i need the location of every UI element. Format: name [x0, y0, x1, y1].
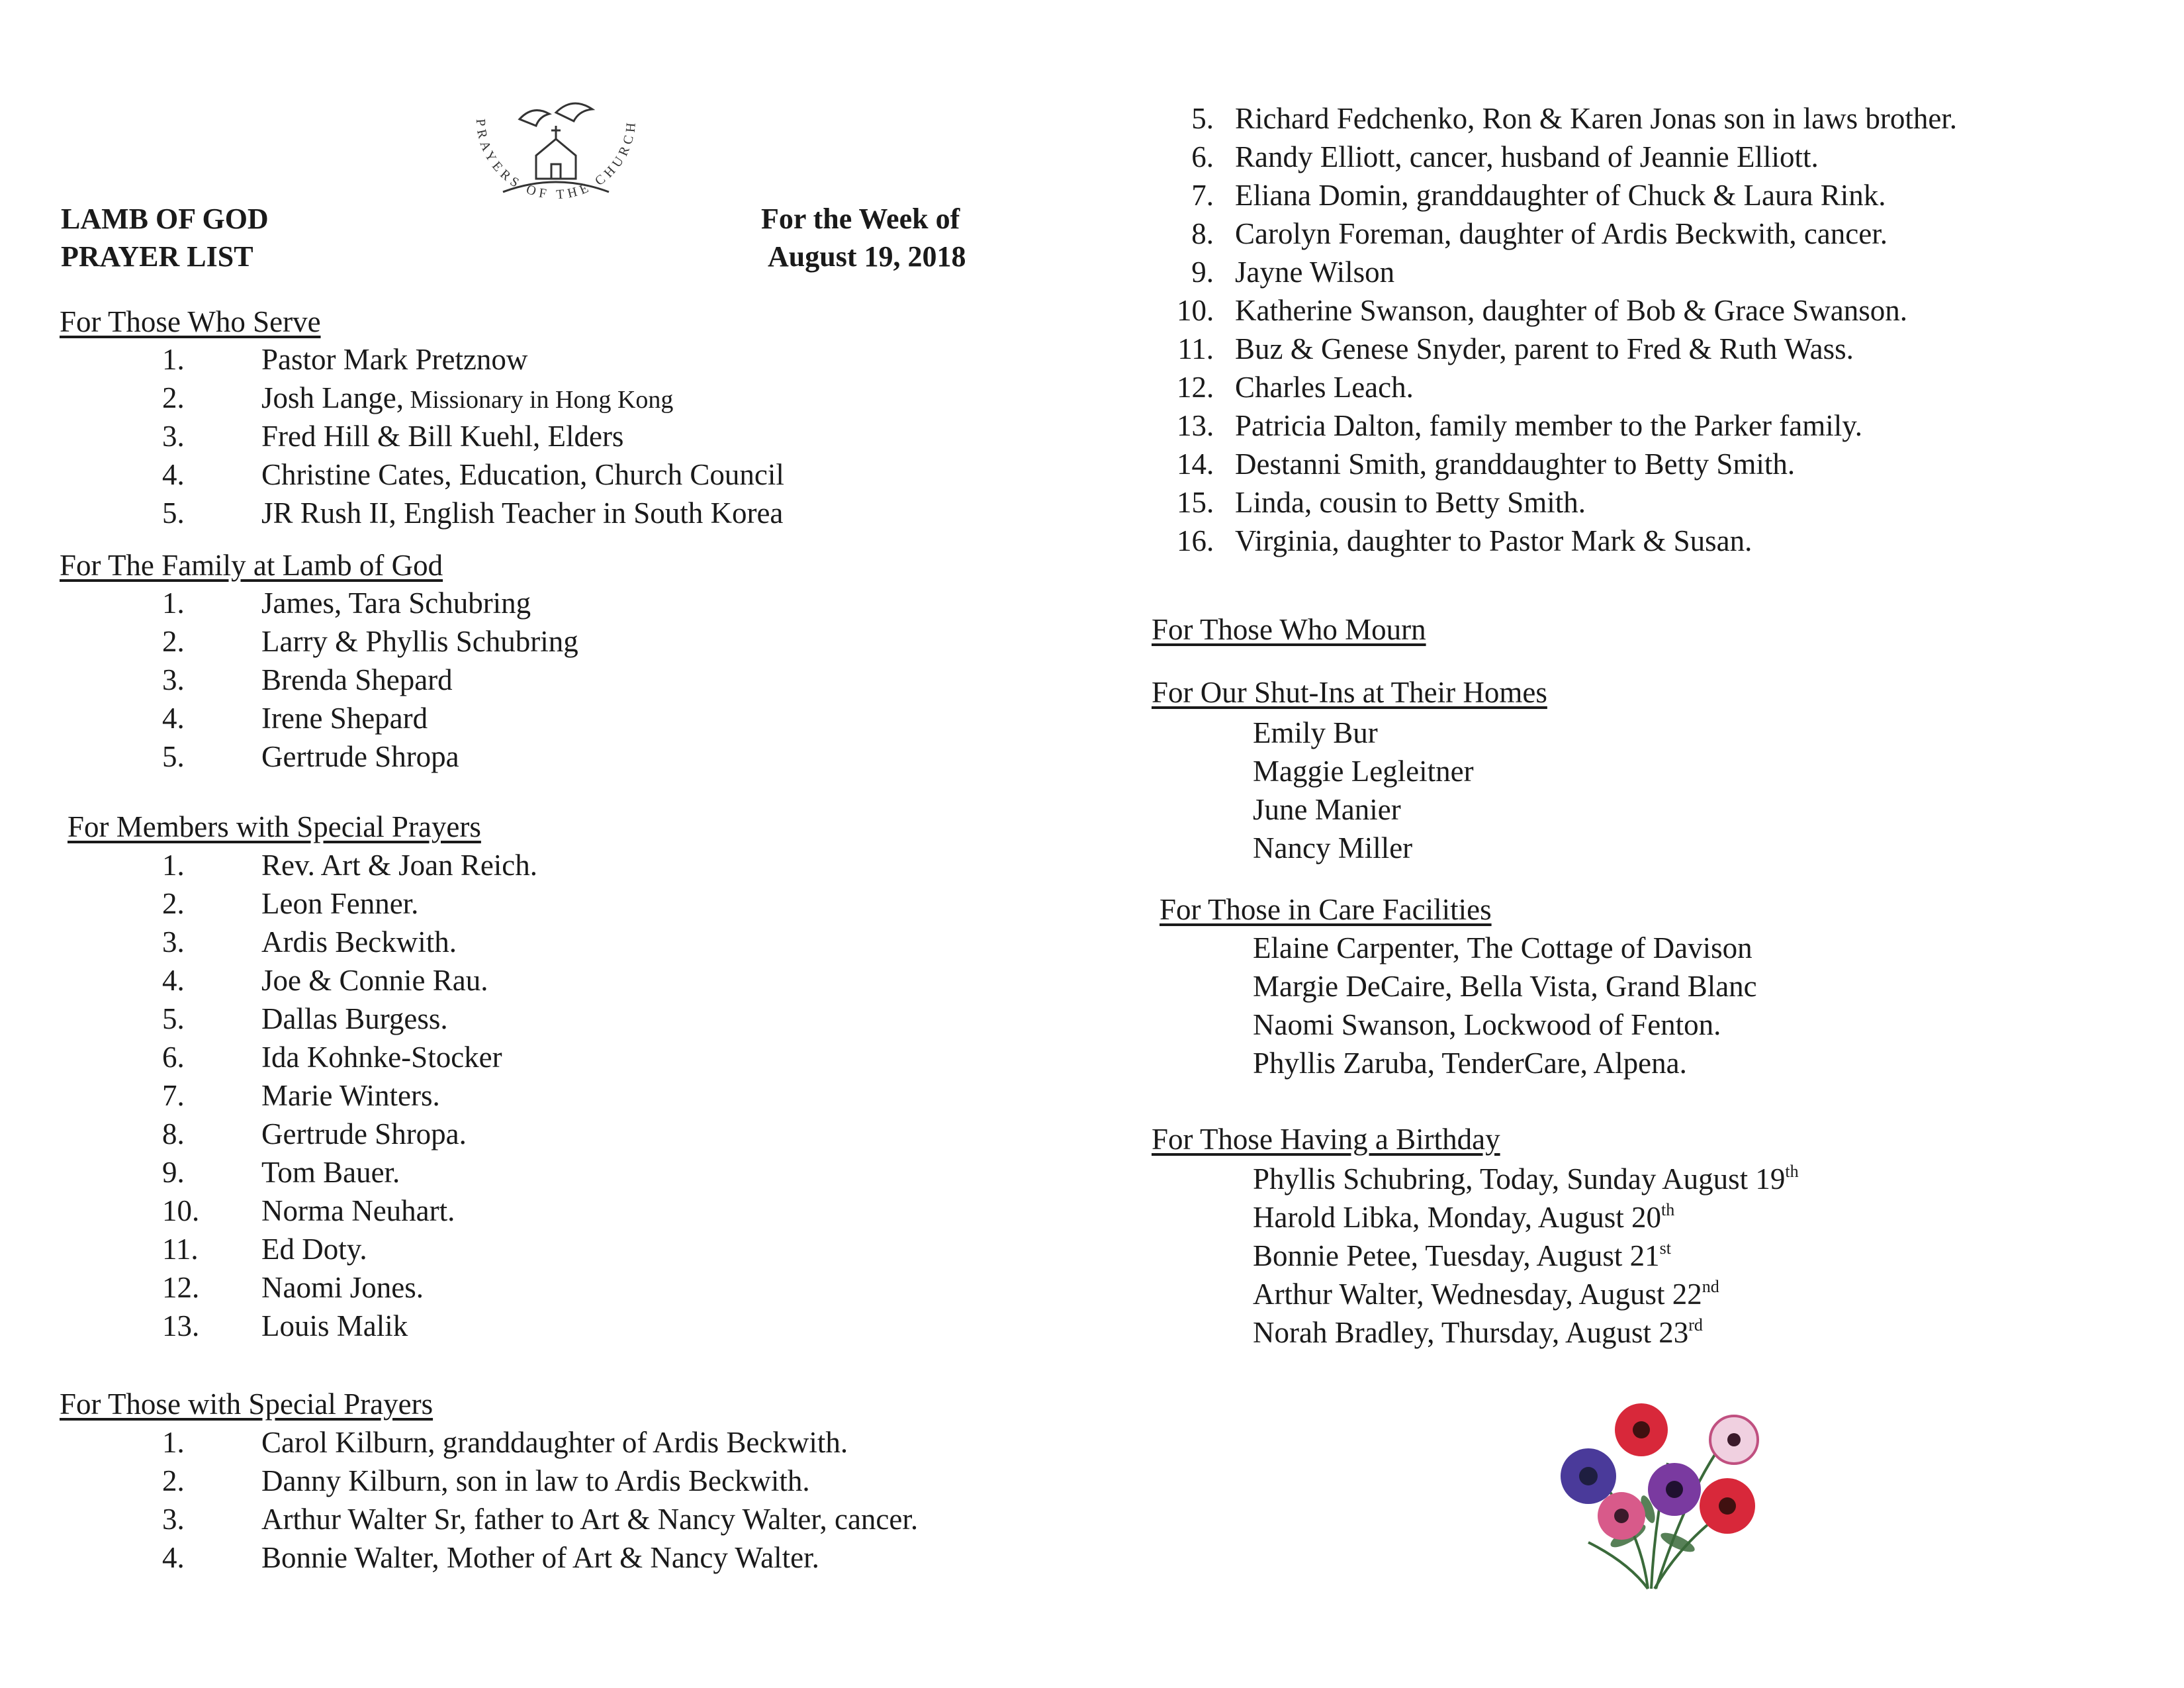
- item-text: [261, 737, 459, 776]
- item-text: [261, 1462, 810, 1500]
- item-name: Ida Kohnke-Stocker: [261, 1041, 502, 1074]
- list-item: [162, 622, 1023, 661]
- birthday-text: Bonnie Petee, Tuesday, August 21: [1253, 1239, 1660, 1272]
- list-item: Maggie Legleitner: [1253, 755, 1474, 788]
- item-text: [261, 622, 578, 661]
- serve-list: [162, 340, 1023, 532]
- item-name: Bonnie Walter, Mother of Art & Nancy Walter.: [261, 1541, 819, 1574]
- item-name: Tom Bauer.: [261, 1156, 400, 1189]
- week-line-2: August 19, 2018: [768, 240, 966, 273]
- item-text: [261, 1038, 502, 1076]
- item-text: [261, 455, 784, 496]
- item-name: Dallas Burgess.: [261, 1002, 448, 1035]
- item-number: 11.: [162, 1233, 199, 1266]
- emblem-caption: PRAYERS OF THE CHURCH: [473, 118, 639, 203]
- list-item: [162, 737, 1023, 776]
- item-number: 14.: [1177, 447, 1214, 481]
- item-text: [261, 584, 531, 622]
- list-item: [162, 699, 1023, 737]
- item-number: 1.: [162, 1426, 185, 1459]
- list-item: [1177, 330, 2136, 368]
- item-number: 3.: [162, 663, 185, 696]
- item-number: 2.: [162, 887, 185, 920]
- list-item: [1177, 368, 2136, 406]
- item-text: [261, 1423, 848, 1462]
- item-name: Carolyn Foreman, daughter of Ardis Beckwith, cancer.: [1235, 217, 1888, 250]
- item-number: 4.: [162, 1541, 185, 1574]
- item-text: [261, 884, 418, 923]
- list-item: [162, 1230, 1023, 1268]
- list-item: [1177, 291, 2136, 330]
- list-item: Nancy Miller: [1253, 831, 1413, 865]
- item-number: 12.: [1177, 371, 1214, 404]
- title-line-1: LAMB OF GOD: [61, 203, 269, 235]
- special-list-part-2: [1177, 99, 2136, 560]
- item-name: Virginia, daughter to Pastor Mark & Susan.: [1235, 524, 1752, 557]
- list-item: [162, 1268, 1023, 1307]
- list-item: [162, 1423, 1089, 1462]
- list-item: [162, 1462, 1089, 1500]
- list-item: [162, 1538, 1089, 1577]
- list-item: [162, 417, 1023, 455]
- list-item: [1177, 138, 2136, 176]
- item-number: 10.: [1177, 294, 1214, 327]
- item-number: 4.: [162, 702, 185, 735]
- item-number: 5.: [162, 740, 185, 773]
- flower-white-pink: [1710, 1416, 1758, 1464]
- item-text: [261, 1307, 408, 1345]
- list-item: [1177, 253, 2136, 291]
- item-name: Patricia Dalton, family member to the Parker family.: [1235, 409, 1863, 442]
- list-item: Emily Bur: [1253, 716, 1378, 749]
- ordinal-suffix: rd: [1688, 1315, 1703, 1335]
- serve-heading: For Those Who Serve: [60, 305, 321, 338]
- birthday-text: Phyllis Schubring, Today, Sunday August 19: [1253, 1162, 1786, 1196]
- birthday-list: [1253, 1160, 1799, 1352]
- item-number: 16.: [1177, 524, 1214, 557]
- birthday-item: [1253, 1313, 1799, 1352]
- item-number: 8.: [1191, 217, 1214, 250]
- item-name: Buz & Genese Snyder, parent to Fred & Ruth Wass.: [1235, 332, 1854, 365]
- item-name: Destanni Smith, granddaughter to Betty Smith.: [1235, 447, 1796, 481]
- list-item: [1177, 176, 2136, 214]
- item-name: Katherine Swanson, daughter of Bob & Grace Swanson.: [1235, 294, 1908, 327]
- care-heading: For Those in Care Facilities: [1160, 893, 1492, 926]
- list-item: [1177, 522, 2136, 560]
- item-text: [1235, 176, 1886, 214]
- item-text: [1235, 522, 1752, 560]
- item-number: 10.: [162, 1194, 200, 1227]
- item-number: 12.: [162, 1271, 200, 1304]
- list-item: [1177, 214, 2136, 253]
- week-of: [761, 200, 966, 275]
- item-name: Linda, cousin to Betty Smith.: [1235, 486, 1586, 519]
- item-number: 3.: [162, 925, 185, 959]
- prayers-of-the-church-emblem: [457, 93, 655, 232]
- birthday-item: [1253, 1275, 1799, 1313]
- item-name: Charles Leach.: [1235, 371, 1414, 404]
- item-text: [261, 923, 457, 961]
- list-item: [162, 584, 1023, 622]
- list-item: [162, 1307, 1023, 1345]
- item-name: Jayne Wilson: [1235, 256, 1395, 289]
- ordinal-suffix: th: [1661, 1200, 1675, 1219]
- flower-red-top: [1615, 1403, 1668, 1456]
- title-line-2: PRAYER LIST: [61, 240, 253, 273]
- item-name: Joe & Connie Rau.: [261, 964, 488, 997]
- item-number: 6.: [1191, 140, 1214, 173]
- item-name: Arthur Walter Sr, father to Art & Nancy Walter, cancer.: [261, 1503, 919, 1536]
- item-number: 1.: [162, 849, 185, 882]
- item-name: Eliana Domin, granddaughter of Chuck & Laura Rink.: [1235, 179, 1886, 212]
- item-text: [261, 340, 527, 381]
- dove-icon: [520, 103, 592, 126]
- item-text: [1235, 253, 1394, 291]
- family-heading: For The Family at Lamb of God: [60, 549, 443, 582]
- item-text: [261, 494, 783, 534]
- item-name: Randy Elliott, cancer, husband of Jeannie Elliott.: [1235, 140, 1819, 173]
- item-number: 7.: [162, 1079, 185, 1112]
- item-number: 1.: [162, 343, 185, 376]
- item-number: 2.: [162, 625, 185, 658]
- item-name: James, Tara Schubring: [261, 586, 531, 620]
- list-item: [162, 1000, 1023, 1038]
- list-item: [162, 846, 1023, 884]
- list-item: [162, 1153, 1023, 1192]
- item-name: JR Rush II, English Teacher in South Korea: [261, 496, 784, 530]
- flower-bouquet-image: [1516, 1390, 1794, 1602]
- item-name: Marie Winters.: [261, 1079, 440, 1112]
- special-list-part-1: [162, 1423, 1089, 1577]
- item-name: Pastor Mark Pretznow: [261, 343, 528, 376]
- item-text: [1235, 483, 1586, 522]
- birthday-item: [1253, 1198, 1799, 1237]
- item-number: 5.: [162, 496, 185, 530]
- item-text: [1235, 138, 1819, 176]
- item-text: [261, 1268, 424, 1307]
- item-text: [261, 846, 537, 884]
- item-text: [1235, 445, 1795, 483]
- family-list: [162, 584, 1023, 776]
- item-name: Ed Doty.: [261, 1233, 367, 1266]
- list-item: [1177, 483, 2136, 522]
- list-item: [162, 1500, 1089, 1538]
- list-item: [162, 494, 1023, 532]
- members-list: [162, 846, 1023, 1345]
- item-name: Richard Fedchenko, Ron & Karen Jonas son in laws brother.: [1235, 102, 1958, 135]
- special-heading: For Those with Special Prayers: [60, 1387, 433, 1421]
- week-line-1: For the Week of: [761, 203, 960, 235]
- item-number: 11.: [1177, 332, 1214, 365]
- item-name: Louis Malik: [261, 1309, 408, 1342]
- item-name: Danny Kilburn, son in law to Ardis Beckwith.: [261, 1464, 810, 1497]
- list-item: [162, 884, 1023, 923]
- list-title: [61, 200, 269, 275]
- list-item: [162, 1076, 1023, 1115]
- list-item: [1177, 99, 2136, 138]
- item-number: 6.: [162, 1041, 185, 1074]
- list-item: [162, 1038, 1023, 1076]
- item-text: [261, 1153, 400, 1192]
- list-item: [1177, 406, 2136, 445]
- flower-red-right: [1700, 1478, 1755, 1534]
- item-text: [261, 1076, 440, 1115]
- item-number: 4.: [162, 458, 185, 491]
- list-item: [162, 340, 1023, 379]
- item-number: 3.: [162, 420, 185, 453]
- item-text: [261, 1115, 467, 1153]
- item-number: 3.: [162, 1503, 185, 1536]
- item-name: Brenda Shepard: [261, 663, 453, 696]
- list-item: [1177, 445, 2136, 483]
- shutins-list: [1253, 714, 1474, 867]
- item-text: [261, 1192, 455, 1230]
- item-text: [261, 961, 488, 1000]
- item-number: 9.: [162, 1156, 185, 1189]
- item-text: [1235, 214, 1888, 253]
- item-number: 13.: [1177, 409, 1214, 442]
- item-number: 9.: [1191, 256, 1214, 289]
- item-number: 4.: [162, 964, 185, 997]
- birthday-text: Norah Bradley, Thursday, August 23: [1253, 1316, 1689, 1349]
- item-name: Fred Hill & Bill Kuehl, Elders: [261, 420, 624, 453]
- item-text: [261, 1538, 819, 1577]
- ordinal-suffix: st: [1659, 1239, 1671, 1258]
- item-name: Naomi Jones.: [261, 1271, 424, 1304]
- item-name: Larry & Phyllis Schubring: [261, 625, 578, 658]
- item-name: Gertrude Shropa: [261, 740, 459, 773]
- list-item: [162, 1192, 1023, 1230]
- item-text: [261, 417, 623, 457]
- item-name: Carol Kilburn, granddaughter of Ardis Beckwith.: [261, 1426, 848, 1459]
- item-text: [1235, 330, 1854, 368]
- item-name: Gertrude Shropa.: [261, 1117, 467, 1150]
- list-item: June Manier: [1253, 793, 1401, 826]
- item-name: Josh Lange,: [261, 381, 404, 414]
- item-text: [261, 661, 453, 699]
- item-name: Christine Cates, Education, Church Council: [261, 458, 784, 491]
- shutins-heading: For Our Shut-Ins at Their Homes: [1152, 676, 1547, 709]
- item-text: [1235, 291, 1907, 330]
- item-text: [261, 379, 673, 419]
- members-heading: For Members with Special Prayers: [68, 810, 481, 843]
- item-number: 8.: [162, 1117, 185, 1150]
- flower-pink: [1598, 1492, 1645, 1540]
- list-item: Naomi Swanson, Lockwood of Fenton.: [1253, 1008, 1721, 1041]
- list-item: [162, 961, 1023, 1000]
- list-item: Margie DeCaire, Bella Vista, Grand Blanc: [1253, 970, 1757, 1003]
- item-number: 7.: [1191, 179, 1214, 212]
- birthday-item: [1253, 1160, 1799, 1198]
- item-name: Leon Fenner.: [261, 887, 419, 920]
- item-number: 2.: [162, 1464, 185, 1497]
- item-name: Irene Shepard: [261, 702, 428, 735]
- flower-purple: [1561, 1448, 1616, 1504]
- list-item: Phyllis Zaruba, TenderCare, Alpena.: [1253, 1047, 1687, 1080]
- item-text: [1235, 406, 1862, 445]
- item-text: [1235, 99, 1957, 138]
- item-text: [1235, 368, 1414, 406]
- item-text: [261, 1230, 367, 1268]
- item-name: Norma Neuhart.: [261, 1194, 455, 1227]
- item-text: [261, 1500, 918, 1538]
- item-number: 2.: [162, 381, 185, 414]
- item-number: 5.: [162, 1002, 185, 1035]
- ordinal-suffix: th: [1785, 1162, 1799, 1181]
- list-item: Elaine Carpenter, The Cottage of Davison: [1253, 931, 1752, 964]
- birthday-text: Arthur Walter, Wednesday, August 22: [1253, 1278, 1702, 1311]
- care-list: [1253, 929, 1757, 1082]
- birthday-heading: For Those Having a Birthday: [1152, 1123, 1500, 1156]
- flower-violet: [1648, 1463, 1701, 1516]
- ordinal-suffix: nd: [1702, 1277, 1719, 1296]
- item-text: [261, 699, 428, 737]
- list-item: [162, 661, 1023, 699]
- item-number: 13.: [162, 1309, 200, 1342]
- item-note: Missionary in Hong Kong: [403, 386, 674, 414]
- item-name: Ardis Beckwith.: [261, 925, 457, 959]
- item-name: Rev. Art & Joan Reich.: [261, 849, 538, 882]
- item-number: 5.: [1191, 102, 1214, 135]
- list-item: [162, 923, 1023, 961]
- birthday-item: [1253, 1237, 1799, 1275]
- item-text: [261, 1000, 448, 1038]
- birthday-text: Harold Libka, Monday, August 20: [1253, 1201, 1662, 1234]
- list-item: [162, 1115, 1023, 1153]
- list-item: [162, 379, 1023, 417]
- item-number: 15.: [1177, 486, 1214, 519]
- list-item: [162, 455, 1023, 494]
- item-number: 1.: [162, 586, 185, 620]
- mourn-heading: For Those Who Mourn: [1152, 613, 1426, 646]
